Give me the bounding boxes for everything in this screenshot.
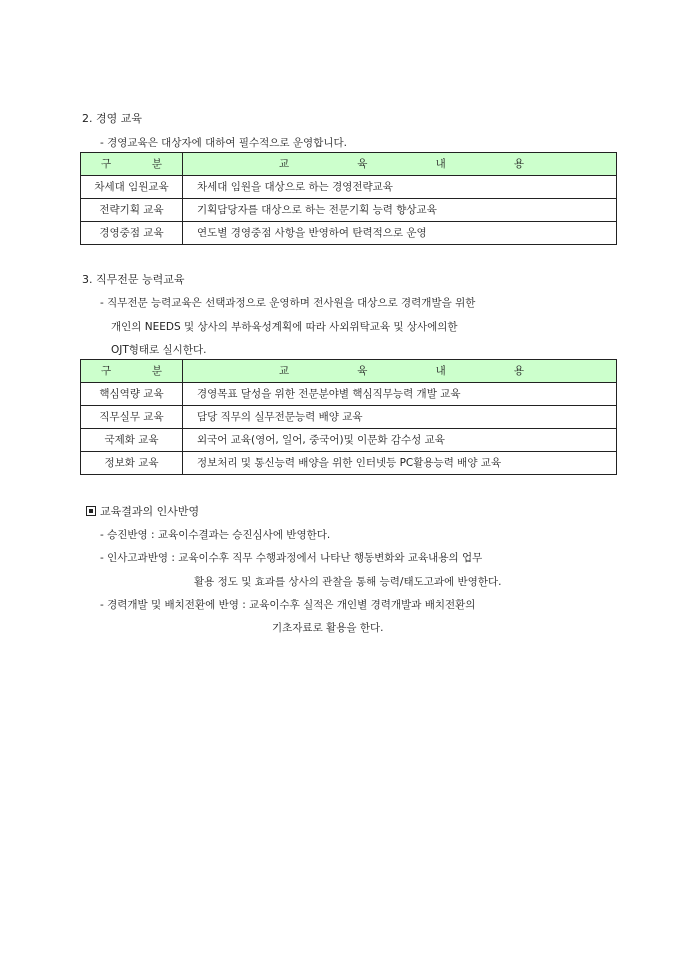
- table-row: [81, 383, 617, 406]
- row-content: 외국어 교육(영어, 일어, 중국어)및 이문화 감수성 교육: [183, 429, 617, 452]
- row-category: 전략기획 교육: [81, 199, 183, 222]
- table-row: [81, 452, 617, 475]
- results-line: 기초자료로 활용을 한다.: [272, 622, 384, 634]
- section3-note-line: OJT형태로 실시한다.: [111, 344, 207, 356]
- results-line: - 인사고과반영 : 교육이수후 직무 수행과정에서 나타난 행동변화와 교육내용의 업무: [100, 552, 483, 564]
- row-content: 담당 직무의 실무전문능력 배양 교육: [183, 406, 617, 429]
- table-row: [81, 406, 617, 429]
- results-heading: [86, 503, 199, 519]
- results-heading-text: 교육결과의 인사반영: [100, 505, 200, 518]
- row-category: 경영중점 교육: [81, 222, 183, 245]
- table-header-row: [81, 153, 617, 176]
- row-category: 국제화 교육: [81, 429, 183, 452]
- row-category: 정보화 교육: [81, 452, 183, 475]
- table-row: [81, 199, 617, 222]
- row-content: 기획담당자를 대상으로 하는 전문기획 능력 향상교육: [183, 199, 617, 222]
- row-category: 직무실무 교육: [81, 406, 183, 429]
- section3-note-line: - 직무전문 능력교육은 선택과정으로 운영하며 전사원을 대상으로 경력개발을 위한: [100, 297, 476, 309]
- header-content: 교 육 내 용: [183, 153, 617, 176]
- section3-heading: 3. 직무전문 능력교육: [82, 273, 185, 286]
- section2-heading: 2. 경영 교육: [82, 112, 142, 125]
- results-line: - 승진반영 : 교육이수결과는 승진심사에 반영한다.: [100, 529, 331, 541]
- row-content: 정보처리 및 통신능력 배양을 위한 인터넷등 PC활용능력 배양 교육: [183, 452, 617, 475]
- header-category: 구 분: [81, 360, 183, 383]
- header-category: 구 분: [81, 153, 183, 176]
- management-education-table: [80, 152, 617, 245]
- row-content: 차세대 임원을 대상으로 하는 경영전략교육: [183, 176, 617, 199]
- section3-note-line: 개인의 NEEDS 및 상사의 부하육성계획에 따라 사외위탁교육 및 상사에의한: [111, 321, 458, 333]
- results-line: 활용 정도 및 효과를 상사의 관찰을 통해 능력/태도고과에 반영한다.: [194, 576, 502, 588]
- table-row: [81, 429, 617, 452]
- job-competency-table: [80, 359, 617, 475]
- section2-note: - 경영교육은 대상자에 대하여 필수적으로 운영합니다.: [100, 137, 347, 149]
- table-row: [81, 222, 617, 245]
- row-content: 경영목표 달성을 위한 전문분야별 핵심직무능력 개발 교육: [183, 383, 617, 406]
- header-content: 교 육 내 용: [183, 360, 617, 383]
- row-category: 차세대 임원교육: [81, 176, 183, 199]
- table-row: [81, 176, 617, 199]
- results-line: - 경력개발 및 배치전환에 반영 : 교육이수후 실적은 개인별 경력개발과 배치전환의: [100, 599, 476, 611]
- table-header-row: [81, 360, 617, 383]
- row-category: 핵심역량 교육: [81, 383, 183, 406]
- square-bullet-icon: [86, 506, 96, 516]
- row-content: 연도별 경영중점 사항을 반영하여 탄력적으로 운영: [183, 222, 617, 245]
